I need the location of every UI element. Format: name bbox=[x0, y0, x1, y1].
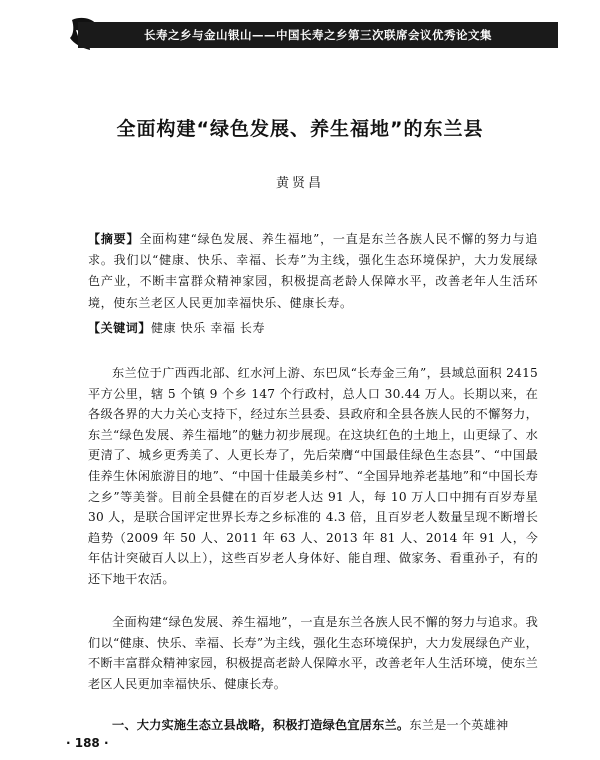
keywords bbox=[88, 318, 538, 338]
article-author: 黄贤昌 bbox=[275, 176, 324, 191]
abstract bbox=[88, 229, 538, 314]
page-number: · 188 · bbox=[66, 736, 109, 750]
article-title: 全面构建“绿色发展、养生福地”的东兰县 bbox=[116, 118, 484, 140]
running-title: 长寿之乡与金山银山——中国长寿之乡第三次联席会议优秀论文集 bbox=[144, 28, 492, 42]
section-text: 东兰是一个英雄神 bbox=[409, 718, 509, 732]
body-paragraph: 东兰位于广西西北部、红水河上游、东巴凤“长寿金三角”，县域总面积 2415 平方公里，辖 5 个镇 9 个乡 147 个行政村，总人口 30.44 万人。长期以来，在各级各界的大力关心支持下，经过东兰县委、县政府和全县各族人民的不懈努力，东兰“绿色发展、养生福地”的魅力初步展现。在这块红色的土地上，山更绿了、水更清了、城乡更秀美了、人更长寿了，先后荣膺“中国最佳绿色生态县”、“中国最佳养生休闲旅游目的地”、“中国十佳最美乡村”、“全国异地养老基地”和“中国长寿之乡”等美誉。目前全县健在的百岁老人达 91 人，每 10 万人口中拥有百岁寿星 30 人，是联合国评定世界长寿之乡标准的 4.3 倍，且百岁老人数量呈现不断增长趋势（2009 年 50 人、2011 年 63 人、2013 年 81 人、2014 年 91 人，今年估计突破百人以上），这些百岁老人身体好、能自理、做家务、看重孙子，有的还下地干农活。 bbox=[88, 366, 538, 586]
section-heading: 一、大力实施生态立县战略，积极打造绿色宜居东兰。 bbox=[112, 718, 410, 732]
section-paragraph bbox=[88, 715, 538, 736]
body-paragraph: 全面构建“绿色发展、养生福地”，一直是东兰各族人民不懈的努力与追求。我们以“健康、快乐、幸福、长寿”为主线，强化生态环境保护，大力发展绿色产业，不断丰富群众精神家园，积极提高老龄人保障水平，改善老年人生活环境，使东兰老区人民更加幸福快乐、健康长寿。 bbox=[88, 615, 538, 691]
keywords-label: 【关键词】 bbox=[88, 321, 152, 335]
abstract-label: 【摘要】 bbox=[88, 232, 140, 246]
abstract-text: 全面构建“绿色发展、养生福地”，一直是东兰各族人民不懈的努力与追求。我们以“健康、快乐、幸福、长寿”为主线，强化生态环境保护，大力发展绿色产业，不断丰富群众精神家园，积极提高老龄人保障水平，改善老年人生活环境，使东兰老区人民更加幸福快乐、健康长寿。 bbox=[88, 232, 538, 310]
keywords-text: 健康 快乐 幸福 长寿 bbox=[151, 321, 266, 335]
running-header bbox=[78, 22, 558, 48]
